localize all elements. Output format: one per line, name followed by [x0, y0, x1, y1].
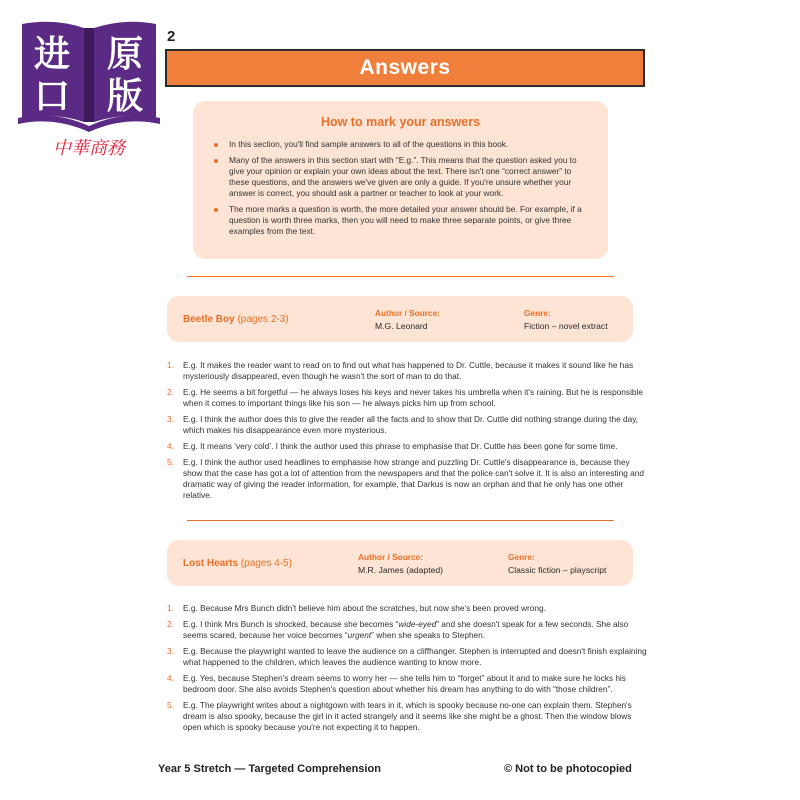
beetle-boy-answers	[167, 360, 649, 506]
answer-number: 5.	[167, 457, 174, 467]
answer-number: 4.	[167, 441, 174, 451]
list-item: In this section, you'll find sample answers to all of the questions in this book.	[211, 139, 590, 150]
answer-text: E.g. Because the playwright wanted to leave the audience on a cliffhanger. Stephen is interrupted and doesn't finish explaining what happened to the children, which leaves the audience wanting to know more.	[183, 646, 647, 667]
genre-label: Genre:	[508, 552, 535, 562]
divider	[187, 276, 614, 277]
genre-value: Fiction – novel extract	[524, 321, 608, 331]
answer-number: 4.	[167, 673, 174, 683]
answer-text-pre: E.g. I think Mrs Bunch is shocked, because she becomes “	[183, 619, 399, 629]
section-title	[183, 314, 289, 325]
answer-item	[167, 414, 649, 436]
answer-number: 1.	[167, 603, 174, 613]
answer-text: E.g. It means ‘very cold’. I think the author used this phrase to emphasise that Dr. Cuttle has been gone for some time.	[183, 441, 618, 451]
genre-value: Classic fiction – playscript	[508, 565, 607, 575]
section-pages: (pages 2-3)	[237, 314, 289, 325]
answer-item	[167, 441, 649, 452]
answer-item	[167, 673, 649, 695]
answer-number: 5.	[167, 700, 174, 710]
answer-text-emphasis: urgent	[347, 630, 372, 640]
how-to-mark-heading: How to mark your answers	[320, 115, 481, 129]
answer-item	[167, 603, 649, 614]
answer-number: 3.	[167, 646, 174, 656]
answer-item	[167, 457, 649, 501]
answer-item	[167, 387, 649, 409]
answer-text: E.g. I think the author used headlines to emphasise how strange and puzzling Dr. Cuttle's disappearance is, because they show that the case has got a lot of attention from the newspapers and that the police can't solve it. It is also an interesting and dramatic way of giving the reader information, for example, that Darkus is now an orphan and that he only has one other relative.	[183, 457, 644, 500]
footer-title: Year 5 Stretch — Targeted Comprehension	[158, 763, 381, 775]
footer-copyright: © Not to be photocopied	[504, 763, 632, 775]
beetle-boy-header	[167, 296, 633, 342]
author-value: M.G. Leonard	[375, 321, 428, 331]
how-to-mark-box	[193, 101, 608, 259]
logo-char-1: 进	[33, 34, 71, 75]
logo-subtitle: 中華商務	[53, 138, 125, 159]
author-label: Author / Source:	[375, 308, 440, 318]
answer-text: E.g. It makes the reader want to read on to find out what has happened to Dr. Cuttle, because it makes it sound like he has mysteriously disappeared, even though he wasn't the sort of man to do that.	[183, 360, 634, 381]
answers-banner	[165, 49, 645, 87]
section-title-text: Lost Hearts	[183, 558, 239, 569]
answer-number: 1.	[167, 360, 174, 370]
logo-char-2: 原	[106, 34, 144, 75]
logo-char-3: 口	[33, 76, 71, 117]
lost-hearts-header	[167, 540, 633, 586]
publisher-logo	[14, 14, 164, 164]
answer-item	[167, 700, 649, 733]
answer-text-emphasis: wide-eyed	[398, 619, 437, 629]
logo-char-4: 版	[106, 76, 144, 117]
page-number: 2	[167, 28, 176, 45]
answer-number: 2.	[167, 387, 174, 397]
answer-text-mid: ” and she doesn't speak for a few seconds. She also seems scared, because her voice becomes “	[183, 619, 629, 640]
answer-text-post: ” when she speaks to Stephen.	[371, 630, 486, 640]
answer-item	[167, 360, 649, 382]
divider	[187, 520, 614, 521]
list-item: Many of the answers in this section start with “E.g.”. This means that the question asked you to give your opinion or explain your own ideas about the text. There isn't one “correct answer” to these questions, and the answers we've given are only a guide. If you're unsure whether your answer is correct, you should ask a partner or teacher to look at your work.	[211, 155, 590, 199]
answer-number: 3.	[167, 414, 174, 424]
answer-item	[167, 646, 649, 668]
how-to-mark-list	[211, 139, 590, 237]
list-item: The more marks a question is worth, the more detailed your answer should be. For example, if a question is worth three marks, then you will need to make three separate points, or give three examples from the text.	[211, 204, 590, 237]
answer-text: E.g. He seems a bit forgetful — he always loses his keys and never takes his umbrella when it's raining. But he is responsible when it comes to important things like his son — he always picks him up from school.	[183, 387, 643, 408]
answer-text: E.g. I think the author does this to give the reader all the facts and to show that Dr. Cuttle did nothing strange during the day, which makes his disappearance even more mysterious.	[183, 414, 639, 435]
author-label: Author / Source:	[358, 552, 423, 562]
section-title-text: Beetle Boy	[183, 314, 235, 325]
author-value: M.R. James (adapted)	[358, 565, 444, 575]
banner-title: Answers	[359, 56, 451, 79]
section-title	[183, 558, 292, 569]
lost-hearts-answers	[167, 603, 649, 738]
answer-text: E.g. The playwright writes about a nightgown with tears in it, which is spooky because no-one can explain them. Stephen's dream is also spooky, because the girl in it acted strangely and it seems like she might be a ghost. Then the window blows open which is spooky because you're not expecting it to happen.	[183, 700, 632, 732]
answer-text: E.g. Yes, because Stephen's dream seems to worry her — she tells him to “forget” about it and to make sure he locks his bedroom door. She also avoids Stephen's question about whether his dream has anything to do with “those children”.	[183, 673, 626, 694]
answer-text: E.g. Because Mrs Bunch didn't believe him about the scratches, but now she's been proved wrong.	[183, 603, 546, 613]
genre-label: Genre:	[524, 308, 551, 318]
answer-number: 2.	[167, 619, 174, 629]
answer-item	[167, 619, 649, 641]
section-pages: (pages 4-5)	[240, 558, 292, 569]
